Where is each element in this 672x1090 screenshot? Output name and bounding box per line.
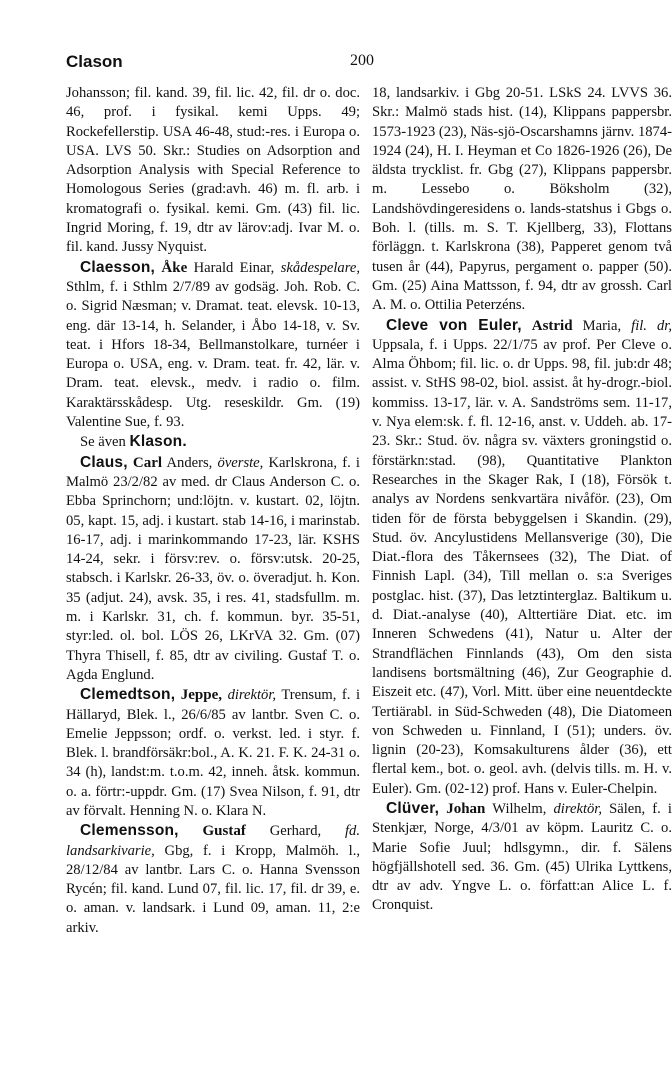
entry-given-name: Johan: [446, 800, 486, 817]
entry-surname: Clüver,: [386, 799, 440, 817]
entry-given-name: Åke: [161, 259, 188, 276]
entry-clemedtson: Clemedtson, Jeppe, direktör, Trensum, f. i Hällaryd, Blek. l., 26/6/85 av lantbr. Sven C. o. Emelie Jeppsson; ordf. o. verkst. led. i styr. f. Blek. l. brandförsäkr:bol., A. K. 21. F. K. 24-31 o. 34 (h), landst:m. t.o.m. 42, inneh. åtsk. kommun. o. a. förtr:-uppdr. Gm. (17) Svea Nilson, f. 91, dtr av förvalt. Henning N. o. Klara N.: [66, 686, 361, 819]
entry-continuation: 18, landsarkiv. i Gbg 20-51. LSkS 24. LVVS 36. Skr.: Malmö stads hist. (14), Klippans pappersbr. 1573-1923 (23), Näs-sjö-Oscarshamns järnv. 1874-1924 (24), H. I. Heyman et Co 1826-1926 (26), De äldsta trycklist. fr. Gbg (27), Klippans pappersbr. m. Lessebo o. Böksholm (32), Landshövdingeresidens o. lands-statshus i Gbgs o. Boh. l. (tills. m. S. T. Kjellberg, 33), Flottans förläggn. t. Karlskrona (38), Papperet genom två tusen år (44), Papyrus, pergament o. papper (50). Gm. (25) Aina Mattsson, f. 94, dtr av grossh. Carl A. M. o. Ottilia Peterzéns.: [372, 85, 672, 314]
left-column: [66, 84, 360, 938]
cross-reference: Se även Klason.: [80, 433, 187, 451]
entry-clemensson: Clemensson, Gustaf Gerhard, fd. landsarkivarie, Gbg, f. i Kropp, Malmöh. l., 28/12/84 av lantbr. Lars C. o. Hanna Svensson Rycén; fil. kand. Lund 07, fil. lic. 17, fil. dr 39, e. o. aman. v. landsark. i Lund 09, aman. 11, 2:e arkiv.: [66, 822, 360, 936]
entry-role: överste,: [217, 454, 264, 471]
entry-cluver: Clüver, Johan Wilhelm, direktör, Sälen, f. i Stenkjær, Norge, 4/3/01 av köpm. Lauritz C. o. Marie Sofie Juul; hdlsgymn., dir. f. Sälens högfjällshotell sed. 36. Gm. (45) Ulrika Lyttkens, dtr av adv. Yngve L. o. författ:an Alice L. f. Cronquist.: [372, 799, 672, 914]
entry-surname: Clemedtson,: [80, 686, 176, 704]
entry-claus: Claus, Carl Anders, överste, Karlskrona, f. i Malmö 23/2/82 av med. dr Claus Anderson C. o. Ebba Sprinchorn; und:löjtn. v. kustart. 02, löjtn. 05, kapt. 15, adj. i kustart. stab 14-16, i marinstab. 16-17, adj. i marinkommando 17-23, lär. KSHS 14-24, sekr. i försv:rev. o. försv:utsk. 20-25, stabsch. i Karlskr. 26-33, öv. o. överadjut. h. Kon. 35 (adjut. 24), avsk. 35, i res. 41, stadsfullm. m. m. i Karlskr. 31, ch. f. kommun. byr. 35-51, styr:led. ol. bol. LÖS 26, LKrVA 32. Gm. (07) Thyra Thisell, f. 85, dtr av civiling. Gustaf T. o. Agda Englund.: [66, 453, 360, 683]
running-head: Clason: [66, 52, 123, 71]
page-header: [66, 52, 656, 78]
entry-surname: Cleve von Euler,: [386, 316, 522, 334]
cross-reference-target: Klason.: [129, 433, 187, 451]
entry-claesson: Claesson, Åke Harald Einar, skådespelare, Sthlm, f. i Sthlm 2/7/89 av godsäg. Joh. Rob. C. o. Sigrid Næsman; v. Dramat. teat. elevsk. 10-13, eng. där 13-14, h. Selander, i Åbo 14-18, v. Sv. teat. i Hfors 18-34, Bellmanstolkare, turnéer i Europa o. USA, eng. v. Dram. teat. fr. 42, lär. v. Dram. teat. elevsk., medv. i radio o. film. Karaktärsskådesp. Utg. reseskildr. Gm. (19) Valentine Sue, f. 93.: [66, 258, 360, 431]
entry-role: skådespelare,: [280, 259, 360, 276]
entry-role: fd. landsarkivarie,: [66, 823, 360, 859]
entry-given-name: Carl: [132, 454, 163, 471]
entry-cleve-von-euler: Cleve von Euler, Astrid Maria, fil. dr, Uppsala, f. i Upps. 22/1/75 av prof. Per Cleve o. Alma Öhbom; fil. lic. o. dr Upps. 98, fil. jub:dr 48; assist. v. StHS 98-02, biol. assist. åt hy-drogr.-biol. kommiss. 13-17, lär. v. A. Sandströms sem. 11-17, v. Nya elem:sk. f. fl. 12-16, anst. v. Uddeh. ab. 17-23. Skr.: Stud. öv. några sv. växters groningstid o. förstärkn:stad. (98), Quantitative Plankton Researches in the Skager Rak, I (18), Försök t. analys av Nordens senkvartära nivåför. (23), Om tiden för de första bebyggelsen i Skandin. (29), Stud. öv. Ancylustidens Mellansverige (30), Die Diat.-flora des Tåkernsees (32), The Diat. of Finnish Lapl. (34), Till mellan o. s:a Sveriges postglac. hist. (37), Das letztinterglaz. Baltikum u. d. Diat.-analyse (40), Alttertiäre Diat. etc. im Inneren Schwedens (41), Natur u. Alter der Strandflächen Finnlands (43), Om den sista landisens bortsmältning (46), Zur Geographie d. Eiszeit etc. (47), Vorl. Mitt. über eine neuentdeckte Tertiärabl. in Süd-Schweden (48), Die Diatomeen von Schweden u. Finnland, I (51); unders. öv. lignin (20-23), Komsakulturens ålder (36), ett flertal kem., bot. o. geol. avh. (delvis tills. m. H. v. Euler). Gm. (02-12) prof. Hans v. Euler-Chelpin.: [372, 316, 672, 797]
entry-role: direktör,: [553, 800, 603, 817]
entry-given-name: Jeppe,: [180, 687, 223, 704]
page-number: 200: [350, 52, 374, 69]
entry-role: fil. dr,: [631, 317, 672, 334]
right-column: [372, 84, 672, 916]
entry-role: direktör,: [227, 687, 277, 704]
entry-given-name: Gustaf: [202, 823, 246, 840]
entry-surname: Claus,: [80, 453, 128, 471]
entry-continuation: Johansson; fil. kand. 39, fil. lic. 42, fil. dr o. doc. 46, prof. i fysikal. kemi Upps. 49; Rockefellerstip. USA 46-48, stud:-res. i Europa o. USA. LVS 50. Skr.: Studies on Adsorption and Adsorption Analysis with Special Reference to Homologous Series (grad:avh. 46) m. fl. arb. i kromatografi o. fysikal. kemi. Gm. (43) fil. lic. Ingrid Moring, f. 19, dtr av lärov:adj. Ivar M. o. fil. kand. Jussy Nyquist.: [66, 85, 360, 256]
entry-given-name: Astrid: [531, 317, 573, 334]
entry-surname: Claesson,: [80, 258, 156, 276]
entry-surname: Clemensson,: [80, 822, 179, 840]
